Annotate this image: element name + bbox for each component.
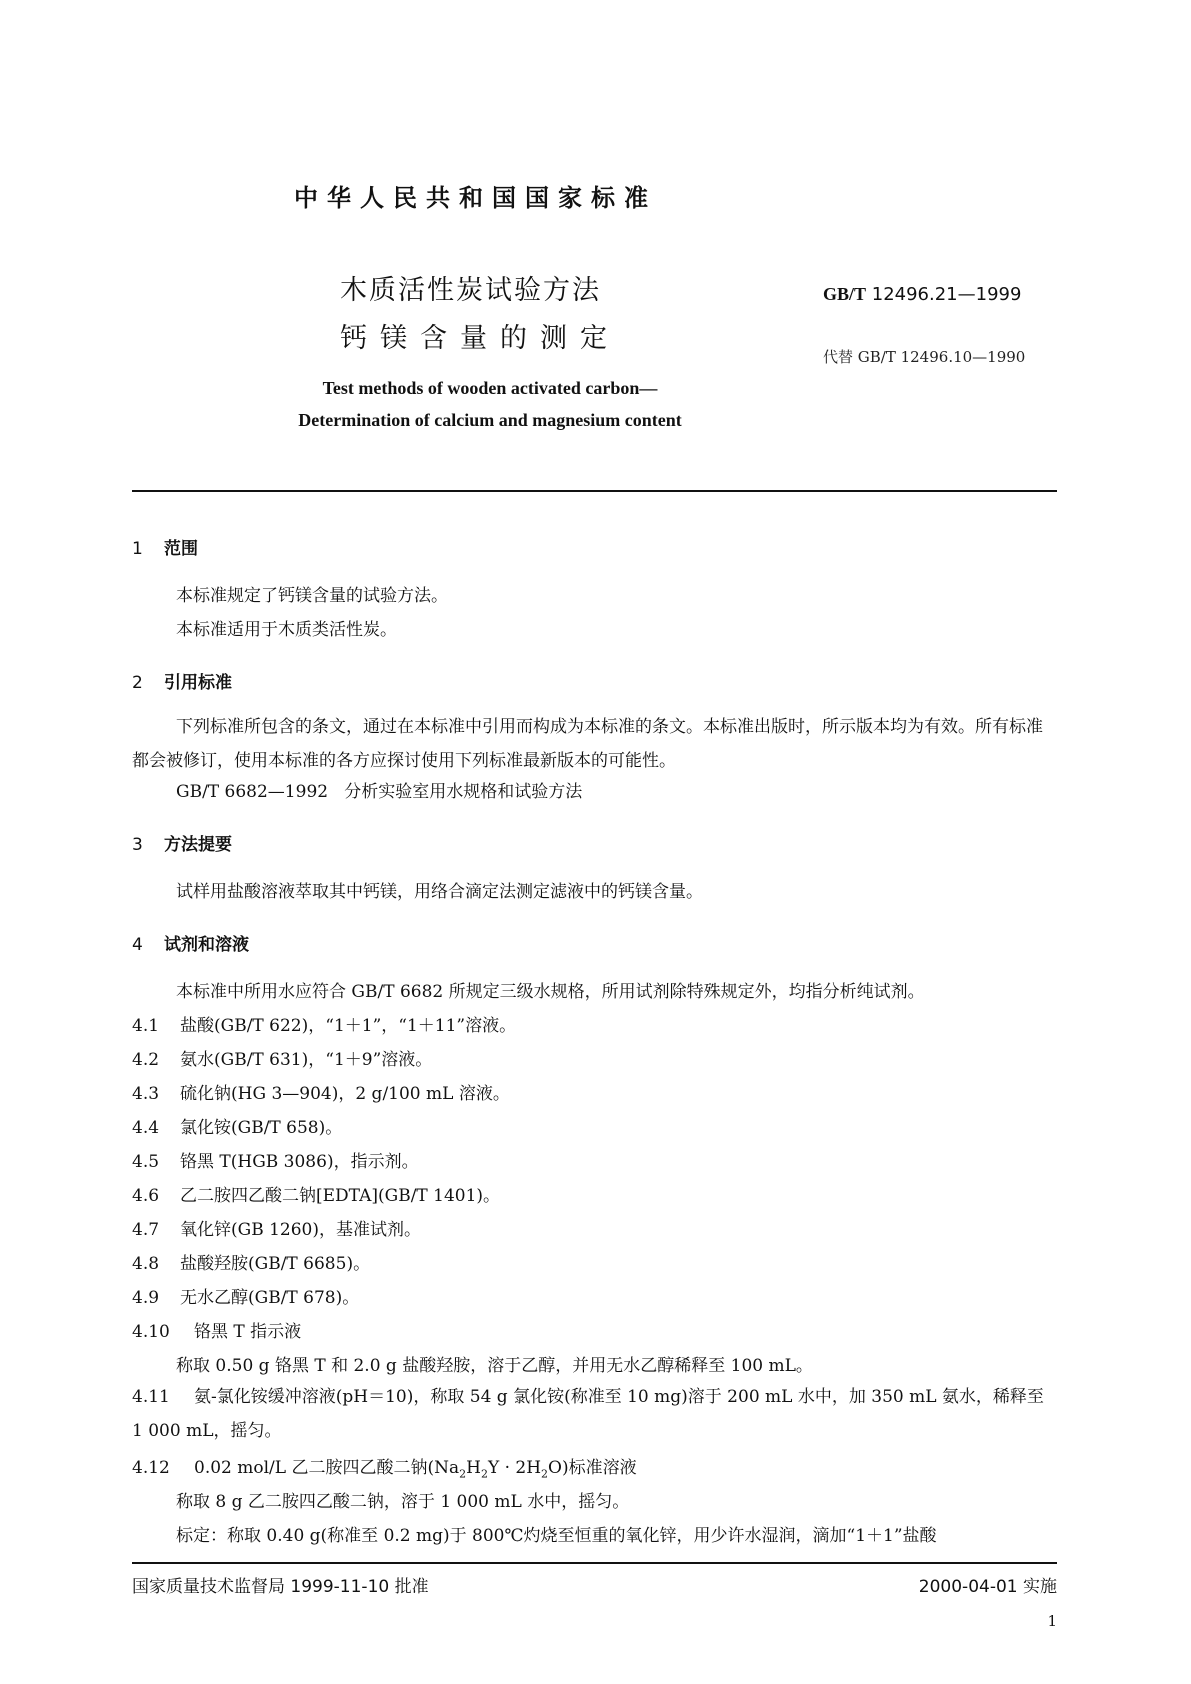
page-number: 1 <box>1047 1612 1057 1630</box>
formula-subscript: 2 <box>459 1467 467 1481</box>
item-number: 4.7 <box>132 1220 160 1240</box>
reagent-item <box>132 1150 419 1175</box>
item-number: 4.12 <box>132 1458 170 1478</box>
section-3-para-1: 试样用盐酸溶液萃取其中钙镁，用络合滴定法测定滤液中的钙镁含量。 <box>176 882 703 902</box>
reference-code: GB/T 6682—1992 <box>176 782 329 802</box>
implementation-date: 2000-04-01 实施 <box>918 1577 1057 1597</box>
item-number: 4.3 <box>132 1084 160 1104</box>
section-1-para-1: 本标准规定了钙镁含量的试验方法。 <box>176 586 448 606</box>
item-text: 硫化钠(HG 3—904)，2 g/100 mL 溶液。 <box>180 1084 510 1104</box>
section-4-heading <box>132 930 249 955</box>
item-number: 4.8 <box>132 1254 160 1274</box>
reference-standard <box>176 780 582 805</box>
formula-suffix: O)标准溶液 <box>548 1458 637 1478</box>
standard-prefix: GB/T <box>823 284 867 304</box>
item-text: 无水乙醇(GB/T 678)。 <box>180 1288 360 1308</box>
reagent-item <box>132 1286 359 1311</box>
section-number: 3 <box>132 835 143 855</box>
section-number: 4 <box>132 935 143 955</box>
formula-subscript: 2 <box>541 1467 549 1481</box>
footer-divider <box>132 1562 1057 1564</box>
formula-part: Y · 2H <box>487 1458 542 1478</box>
chinese-title-line1: 木质活性炭试验方法 <box>340 275 601 306</box>
section-1-heading <box>132 534 198 559</box>
reference-title: 分析实验室用水规格和试验方法 <box>344 782 583 802</box>
section-title: 试剂和溶液 <box>164 935 249 955</box>
item-4-11 <box>132 1380 1057 1448</box>
item-4-10-detail: 称取 0.50 g 铬黑 T 和 2.0 g 盐酸羟胺，溶于乙醇，并用无水乙醇稀释至 100 mL。 <box>176 1356 813 1376</box>
item-text: 铬黑 T(HGB 3086)，指示剂。 <box>180 1152 419 1172</box>
item-number: 4.1 <box>132 1016 160 1036</box>
item-4-12-para-2: 标定：称取 0.40 g(称准至 0.2 mg)于 800℃灼烧至恒重的氧化锌，用少许水湿润，滴加“1＋1”盐酸 <box>176 1526 937 1546</box>
reagent-item <box>132 1048 432 1073</box>
item-text: 氯化铵(GB/T 658)。 <box>180 1118 343 1138</box>
item-text: 氨-氯化铵缓冲溶液(pH＝10)，称取 54 g 氯化铵(称准至 10 mg)溶于 200 mL 水中，加 350 mL 氨水，稀释至 1 000 mL，摇匀。 <box>132 1387 1044 1441</box>
section-1-para-2: 本标准适用于木质类活性炭。 <box>176 620 397 640</box>
section-2-para-1: 下列标准所包含的条文，通过在本标准中引用而构成为本标准的条文。本标准出版时，所示版本均为有效。所有标准都会被修订，使用本标准的各方应探讨使用下列标准最新版本的可能性。 <box>132 717 1043 771</box>
item-text: 盐酸(GB/T 622)，“1＋1”，“1＋11”溶液。 <box>180 1016 517 1036</box>
reagent-item <box>132 1116 342 1141</box>
item-number: 4.11 <box>132 1387 170 1407</box>
item-number: 4.6 <box>132 1186 160 1206</box>
section-3-heading <box>132 830 232 855</box>
standard-code <box>823 284 1021 305</box>
section-title: 范围 <box>164 539 198 559</box>
section-number: 2 <box>132 673 143 693</box>
header-divider <box>132 490 1057 492</box>
formula-subscript: 2 <box>480 1467 488 1481</box>
section-2-heading <box>132 668 232 693</box>
item-text: 乙二胺四乙酸二钠[EDTA](GB/T 1401)。 <box>180 1186 501 1206</box>
item-4-12-para-1: 称取 8 g 乙二胺四乙酸二钠，溶于 1 000 mL 水中，摇匀。 <box>176 1492 630 1512</box>
section-number: 1 <box>132 539 143 559</box>
item-text: 盐酸羟胺(GB/T 6685)。 <box>180 1254 371 1274</box>
item-number: 4.2 <box>132 1050 160 1070</box>
section-4-intro: 本标准中所用水应符合 GB/T 6682 所规定三级水规格，所用试剂除特殊规定外，均指分析纯试剂。 <box>176 982 925 1002</box>
item-number: 4.4 <box>132 1118 160 1138</box>
item-number: 4.9 <box>132 1288 160 1308</box>
reagent-item <box>132 1218 421 1243</box>
approval-info: 国家质量技术监督局 1999-11-10 批准 <box>132 1577 429 1597</box>
reagent-item <box>132 1082 510 1107</box>
national-standard-heading: 中华人民共和国国家标准 <box>294 184 657 212</box>
item-4-12-heading <box>132 1456 637 1486</box>
item-number: 4.10 <box>132 1322 170 1342</box>
item-text: 氧化锌(GB 1260)，基准试剂。 <box>180 1220 422 1240</box>
chinese-title-line2: 钙镁含量的测定 <box>340 323 620 354</box>
reagent-item <box>132 1014 516 1039</box>
standard-number: 12496.21—1999 <box>871 284 1022 305</box>
reagent-item <box>132 1320 301 1345</box>
english-title-line1: Test methods of wooden activated carbon— <box>322 378 658 398</box>
section-title: 方法提要 <box>164 835 232 855</box>
item-text: 铬黑 T 指示液 <box>194 1322 302 1342</box>
reagent-item <box>132 1252 370 1277</box>
item-number: 4.5 <box>132 1152 160 1172</box>
replaces-note: 代替 GB/T 12496.10—1990 <box>823 348 1026 366</box>
formula-part: H <box>466 1458 481 1478</box>
english-title-line2: Determination of calcium and magnesium content <box>298 410 682 430</box>
item-text: 氨水(GB/T 631)，“1＋9”溶液。 <box>180 1050 433 1070</box>
reagent-item <box>132 1184 500 1209</box>
section-title: 引用标准 <box>164 673 232 693</box>
formula-prefix: 0.02 mol/L 乙二胺四乙酸二钠(Na <box>194 1458 460 1478</box>
